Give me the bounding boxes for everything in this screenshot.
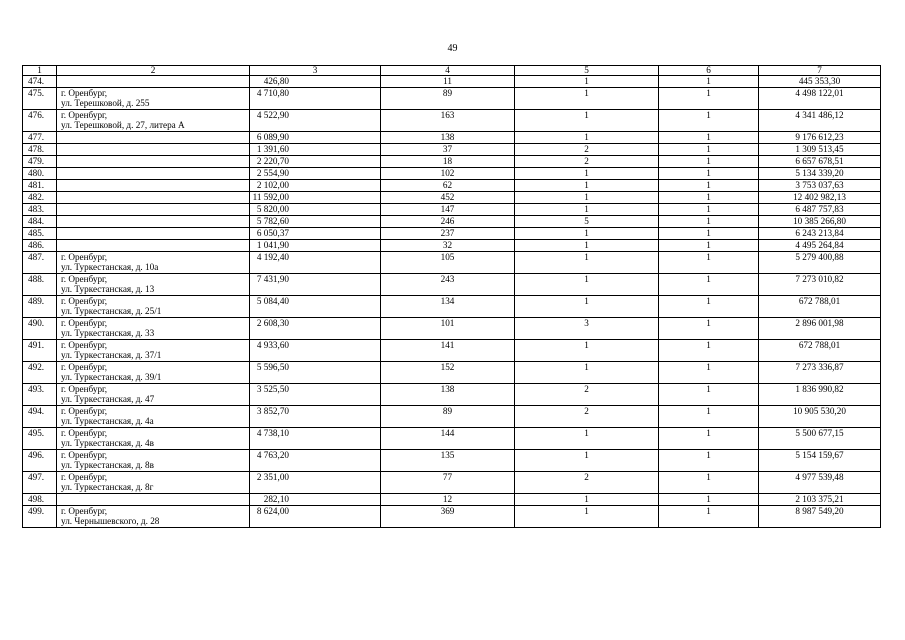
residents-cell: 141 <box>381 340 515 362</box>
amount-cell: 6 243 213,84 <box>759 228 881 240</box>
amount-cell: 6 487 757,83 <box>759 204 881 216</box>
address-cell <box>57 472 250 494</box>
table-row <box>23 180 881 192</box>
residents-cell: 32 <box>381 240 515 252</box>
address-cell <box>57 506 250 528</box>
address-cell <box>57 132 250 144</box>
address-cell <box>57 180 250 192</box>
residents-cell: 452 <box>381 192 515 204</box>
address-line: ул. Чернышевского, д. 28 <box>61 516 160 526</box>
row-number-cell: 484. <box>23 216 57 228</box>
address-cell <box>57 450 250 472</box>
col6-value-cell: 1 <box>659 340 759 362</box>
area-cell: 4 933,60 <box>250 340 381 362</box>
col5-value-cell: 1 <box>515 110 659 132</box>
address-cell <box>57 144 250 156</box>
row-number-cell: 475. <box>23 88 57 110</box>
address-line: ул. Туркестанская, д. 4а <box>61 416 154 426</box>
col6-value-cell: 1 <box>659 204 759 216</box>
residents-cell: 77 <box>381 472 515 494</box>
col6-value-cell: 1 <box>659 406 759 428</box>
table-row <box>23 88 881 110</box>
area-cell: 2 220,70 <box>250 156 381 168</box>
area-cell: 6 089,90 <box>250 132 381 144</box>
col6-value-cell: 1 <box>659 494 759 506</box>
table-row <box>23 168 881 180</box>
amount-cell: 12 402 982,13 <box>759 192 881 204</box>
area-cell: 1 391,60 <box>250 144 381 156</box>
table-row <box>23 76 881 88</box>
area-cell: 7 431,90 <box>250 274 381 296</box>
area-cell: 5 596,50 <box>250 362 381 384</box>
col6-value-cell: 1 <box>659 132 759 144</box>
row-number-cell: 490. <box>23 318 57 340</box>
header-cell: 7 <box>759 66 881 76</box>
address-cell <box>57 88 250 110</box>
amount-cell: 1 309 513,45 <box>759 144 881 156</box>
amount-cell: 2 896 001,98 <box>759 318 881 340</box>
address-line: г. Оренбург, <box>61 296 108 306</box>
address-line: ул. Туркестанская, д. 25/1 <box>61 306 162 316</box>
residents-cell: 11 <box>381 76 515 88</box>
col5-value-cell: 1 <box>515 76 659 88</box>
address-line: ул. Туркестанская, д. 10а <box>61 262 159 272</box>
address-cell <box>57 406 250 428</box>
row-number-cell: 480. <box>23 168 57 180</box>
address-cell <box>57 240 250 252</box>
col5-value-cell: 1 <box>515 168 659 180</box>
row-number-cell: 477. <box>23 132 57 144</box>
area-cell: 4 192,40 <box>250 252 381 274</box>
page-number: 49 <box>447 43 458 54</box>
amount-cell: 3 753 037,63 <box>759 180 881 192</box>
area-cell: 5 820,00 <box>250 204 381 216</box>
address-line: г. Оренбург, <box>61 88 108 98</box>
col5-value-cell: 3 <box>515 318 659 340</box>
area-cell: 2 608,30 <box>250 318 381 340</box>
table-row <box>23 450 881 472</box>
residents-cell: 89 <box>381 406 515 428</box>
table-row <box>23 296 881 318</box>
table-row <box>23 318 881 340</box>
area-cell: 5 084,40 <box>250 296 381 318</box>
row-number-cell: 493. <box>23 384 57 406</box>
address-line: ул. Туркестанская, д. 13 <box>61 284 155 294</box>
address-cell <box>57 168 250 180</box>
area-cell: 8 624,00 <box>250 506 381 528</box>
row-number-cell: 485. <box>23 228 57 240</box>
table-row <box>23 506 881 528</box>
residents-cell: 237 <box>381 228 515 240</box>
table-row <box>23 428 881 450</box>
col5-value-cell: 2 <box>515 156 659 168</box>
address-line: г. Оренбург, <box>61 384 108 394</box>
row-number-cell: 495. <box>23 428 57 450</box>
residents-cell: 147 <box>381 204 515 216</box>
housing-table <box>22 65 881 528</box>
row-number-cell: 494. <box>23 406 57 428</box>
address-cell <box>57 76 250 88</box>
address-line: г. Оренбург, <box>61 274 108 284</box>
col6-value-cell: 1 <box>659 168 759 180</box>
col6-value-cell: 1 <box>659 144 759 156</box>
address-line: ул. Туркестанская, д. 47 <box>61 394 155 404</box>
col5-value-cell: 2 <box>515 384 659 406</box>
row-number-cell: 497. <box>23 472 57 494</box>
col6-value-cell: 1 <box>659 362 759 384</box>
table-body <box>23 66 881 528</box>
address-line: г. Оренбург, <box>61 472 108 482</box>
residents-cell: 102 <box>381 168 515 180</box>
residents-cell: 18 <box>381 156 515 168</box>
col6-value-cell: 1 <box>659 318 759 340</box>
table-header-row <box>23 66 881 76</box>
amount-cell: 6 657 678,51 <box>759 156 881 168</box>
col6-value-cell: 1 <box>659 274 759 296</box>
address-line: ул. Туркестанская, д. 39/1 <box>61 372 162 382</box>
amount-cell: 4 495 264,84 <box>759 240 881 252</box>
col6-value-cell: 1 <box>659 76 759 88</box>
address-cell <box>57 384 250 406</box>
residents-cell: 243 <box>381 274 515 296</box>
table-row <box>23 110 881 132</box>
col5-value-cell: 1 <box>515 506 659 528</box>
amount-cell: 672 788,01 <box>759 296 881 318</box>
residents-cell: 138 <box>381 132 515 144</box>
col5-value-cell: 1 <box>515 192 659 204</box>
address-line: ул. Туркестанская, д. 8г <box>61 482 154 492</box>
table-row <box>23 274 881 296</box>
col5-value-cell: 1 <box>515 240 659 252</box>
col6-value-cell: 1 <box>659 216 759 228</box>
row-number-cell: 487. <box>23 252 57 274</box>
header-cell: 4 <box>381 66 515 76</box>
amount-cell: 7 273 010,82 <box>759 274 881 296</box>
row-number-cell: 488. <box>23 274 57 296</box>
amount-cell: 4 498 122,01 <box>759 88 881 110</box>
area-cell: 426,80 <box>250 76 381 88</box>
col6-value-cell: 1 <box>659 180 759 192</box>
amount-cell: 10 385 266,80 <box>759 216 881 228</box>
address-cell <box>57 192 250 204</box>
col6-value-cell: 1 <box>659 192 759 204</box>
row-number-cell: 496. <box>23 450 57 472</box>
row-number-cell: 482. <box>23 192 57 204</box>
address-line: г. Оренбург, <box>61 362 108 372</box>
row-number-cell: 492. <box>23 362 57 384</box>
amount-cell: 10 905 530,20 <box>759 406 881 428</box>
amount-cell: 2 103 375,21 <box>759 494 881 506</box>
header-cell: 1 <box>23 66 57 76</box>
area-cell: 6 050,37 <box>250 228 381 240</box>
col6-value-cell: 1 <box>659 384 759 406</box>
col5-value-cell: 1 <box>515 494 659 506</box>
table-row <box>23 406 881 428</box>
col5-value-cell: 2 <box>515 472 659 494</box>
area-cell: 1 041,90 <box>250 240 381 252</box>
area-cell: 3 525,50 <box>250 384 381 406</box>
residents-cell: 37 <box>381 144 515 156</box>
col5-value-cell: 1 <box>515 132 659 144</box>
residents-cell: 101 <box>381 318 515 340</box>
address-cell <box>57 216 250 228</box>
address-line: ул. Туркестанская, д. 37/1 <box>61 350 162 360</box>
table-row <box>23 216 881 228</box>
table-row <box>23 240 881 252</box>
table-row <box>23 144 881 156</box>
col5-value-cell: 1 <box>515 204 659 216</box>
table-row <box>23 228 881 240</box>
address-cell <box>57 340 250 362</box>
address-cell <box>57 296 250 318</box>
col5-value-cell: 1 <box>515 450 659 472</box>
table-row <box>23 472 881 494</box>
col5-value-cell: 2 <box>515 406 659 428</box>
address-cell <box>57 274 250 296</box>
row-number-cell: 491. <box>23 340 57 362</box>
col6-value-cell: 1 <box>659 296 759 318</box>
address-cell <box>57 204 250 216</box>
residents-cell: 135 <box>381 450 515 472</box>
amount-cell: 9 176 612,23 <box>759 132 881 144</box>
table-row <box>23 192 881 204</box>
residents-cell: 246 <box>381 216 515 228</box>
area-cell: 3 852,70 <box>250 406 381 428</box>
residents-cell: 369 <box>381 506 515 528</box>
residents-cell: 144 <box>381 428 515 450</box>
amount-cell: 445 353,30 <box>759 76 881 88</box>
amount-cell: 5 154 159,67 <box>759 450 881 472</box>
address-cell <box>57 318 250 340</box>
address-line: ул. Туркестанская, д. 33 <box>61 328 155 338</box>
residents-cell: 134 <box>381 296 515 318</box>
residents-cell: 89 <box>381 88 515 110</box>
address-cell <box>57 362 250 384</box>
area-cell: 11 592,00 <box>250 192 381 204</box>
col6-value-cell: 1 <box>659 110 759 132</box>
row-number-cell: 486. <box>23 240 57 252</box>
row-number-cell: 481. <box>23 180 57 192</box>
residents-cell: 62 <box>381 180 515 192</box>
col5-value-cell: 1 <box>515 428 659 450</box>
address-line: г. Оренбург, <box>61 406 108 416</box>
residents-cell: 105 <box>381 252 515 274</box>
table-row <box>23 132 881 144</box>
address-line: г. Оренбург, <box>61 428 108 438</box>
col6-value-cell: 1 <box>659 88 759 110</box>
address-line: г. Оренбург, <box>61 252 108 262</box>
table-row <box>23 384 881 406</box>
address-cell <box>57 228 250 240</box>
area-cell: 282,10 <box>250 494 381 506</box>
table-row <box>23 252 881 274</box>
col6-value-cell: 1 <box>659 450 759 472</box>
address-cell <box>57 252 250 274</box>
col5-value-cell: 1 <box>515 252 659 274</box>
residents-cell: 163 <box>381 110 515 132</box>
col6-value-cell: 1 <box>659 506 759 528</box>
area-cell: 4 522,90 <box>250 110 381 132</box>
col6-value-cell: 1 <box>659 228 759 240</box>
area-cell: 4 710,80 <box>250 88 381 110</box>
amount-cell: 672 788,01 <box>759 340 881 362</box>
table-row <box>23 204 881 216</box>
area-cell: 2 554,90 <box>250 168 381 180</box>
row-number-cell: 474. <box>23 76 57 88</box>
col6-value-cell: 1 <box>659 472 759 494</box>
table-row <box>23 494 881 506</box>
area-cell: 5 782,60 <box>250 216 381 228</box>
row-number-cell: 489. <box>23 296 57 318</box>
row-number-cell: 476. <box>23 110 57 132</box>
col5-value-cell: 5 <box>515 216 659 228</box>
row-number-cell: 483. <box>23 204 57 216</box>
col5-value-cell: 1 <box>515 340 659 362</box>
address-line: г. Оренбург, <box>61 450 108 460</box>
amount-cell: 5 500 677,15 <box>759 428 881 450</box>
table-row <box>23 156 881 168</box>
row-number-cell: 499. <box>23 506 57 528</box>
header-cell: 6 <box>659 66 759 76</box>
address-line: г. Оренбург, <box>61 340 108 350</box>
col6-value-cell: 1 <box>659 156 759 168</box>
residents-cell: 12 <box>381 494 515 506</box>
table-row <box>23 340 881 362</box>
address-line: ул. Туркестанская, д. 8в <box>61 460 154 470</box>
address-cell <box>57 110 250 132</box>
address-cell <box>57 494 250 506</box>
address-line: г. Оренбург, <box>61 506 108 516</box>
address-line: г. Оренбург, <box>61 318 108 328</box>
header-cell: 2 <box>57 66 250 76</box>
col5-value-cell: 2 <box>515 144 659 156</box>
amount-cell: 5 279 400,88 <box>759 252 881 274</box>
amount-cell: 4 977 539,48 <box>759 472 881 494</box>
col6-value-cell: 1 <box>659 428 759 450</box>
area-cell: 2 351,00 <box>250 472 381 494</box>
col5-value-cell: 1 <box>515 180 659 192</box>
address-line: ул. Терешковой, д. 27, литера А <box>61 120 185 130</box>
table-row <box>23 362 881 384</box>
area-cell: 2 102,00 <box>250 180 381 192</box>
col6-value-cell: 1 <box>659 252 759 274</box>
col5-value-cell: 1 <box>515 88 659 110</box>
col6-value-cell: 1 <box>659 240 759 252</box>
residents-cell: 138 <box>381 384 515 406</box>
address-cell <box>57 428 250 450</box>
header-cell: 3 <box>250 66 381 76</box>
amount-cell: 1 836 990,82 <box>759 384 881 406</box>
row-number-cell: 498. <box>23 494 57 506</box>
address-line: ул. Туркестанская, д. 4в <box>61 438 154 448</box>
address-line: ул. Терешковой, д. 255 <box>61 98 150 108</box>
col5-value-cell: 1 <box>515 362 659 384</box>
area-cell: 4 738,10 <box>250 428 381 450</box>
row-number-cell: 478. <box>23 144 57 156</box>
amount-cell: 4 341 486,12 <box>759 110 881 132</box>
col5-value-cell: 1 <box>515 296 659 318</box>
amount-cell: 5 134 339,20 <box>759 168 881 180</box>
address-cell <box>57 156 250 168</box>
row-number-cell: 479. <box>23 156 57 168</box>
col5-value-cell: 1 <box>515 274 659 296</box>
amount-cell: 7 273 336,87 <box>759 362 881 384</box>
residents-cell: 152 <box>381 362 515 384</box>
area-cell: 4 763,20 <box>250 450 381 472</box>
amount-cell: 8 987 549,20 <box>759 506 881 528</box>
header-cell: 5 <box>515 66 659 76</box>
col5-value-cell: 1 <box>515 228 659 240</box>
address-line: г. Оренбург, <box>61 110 108 120</box>
